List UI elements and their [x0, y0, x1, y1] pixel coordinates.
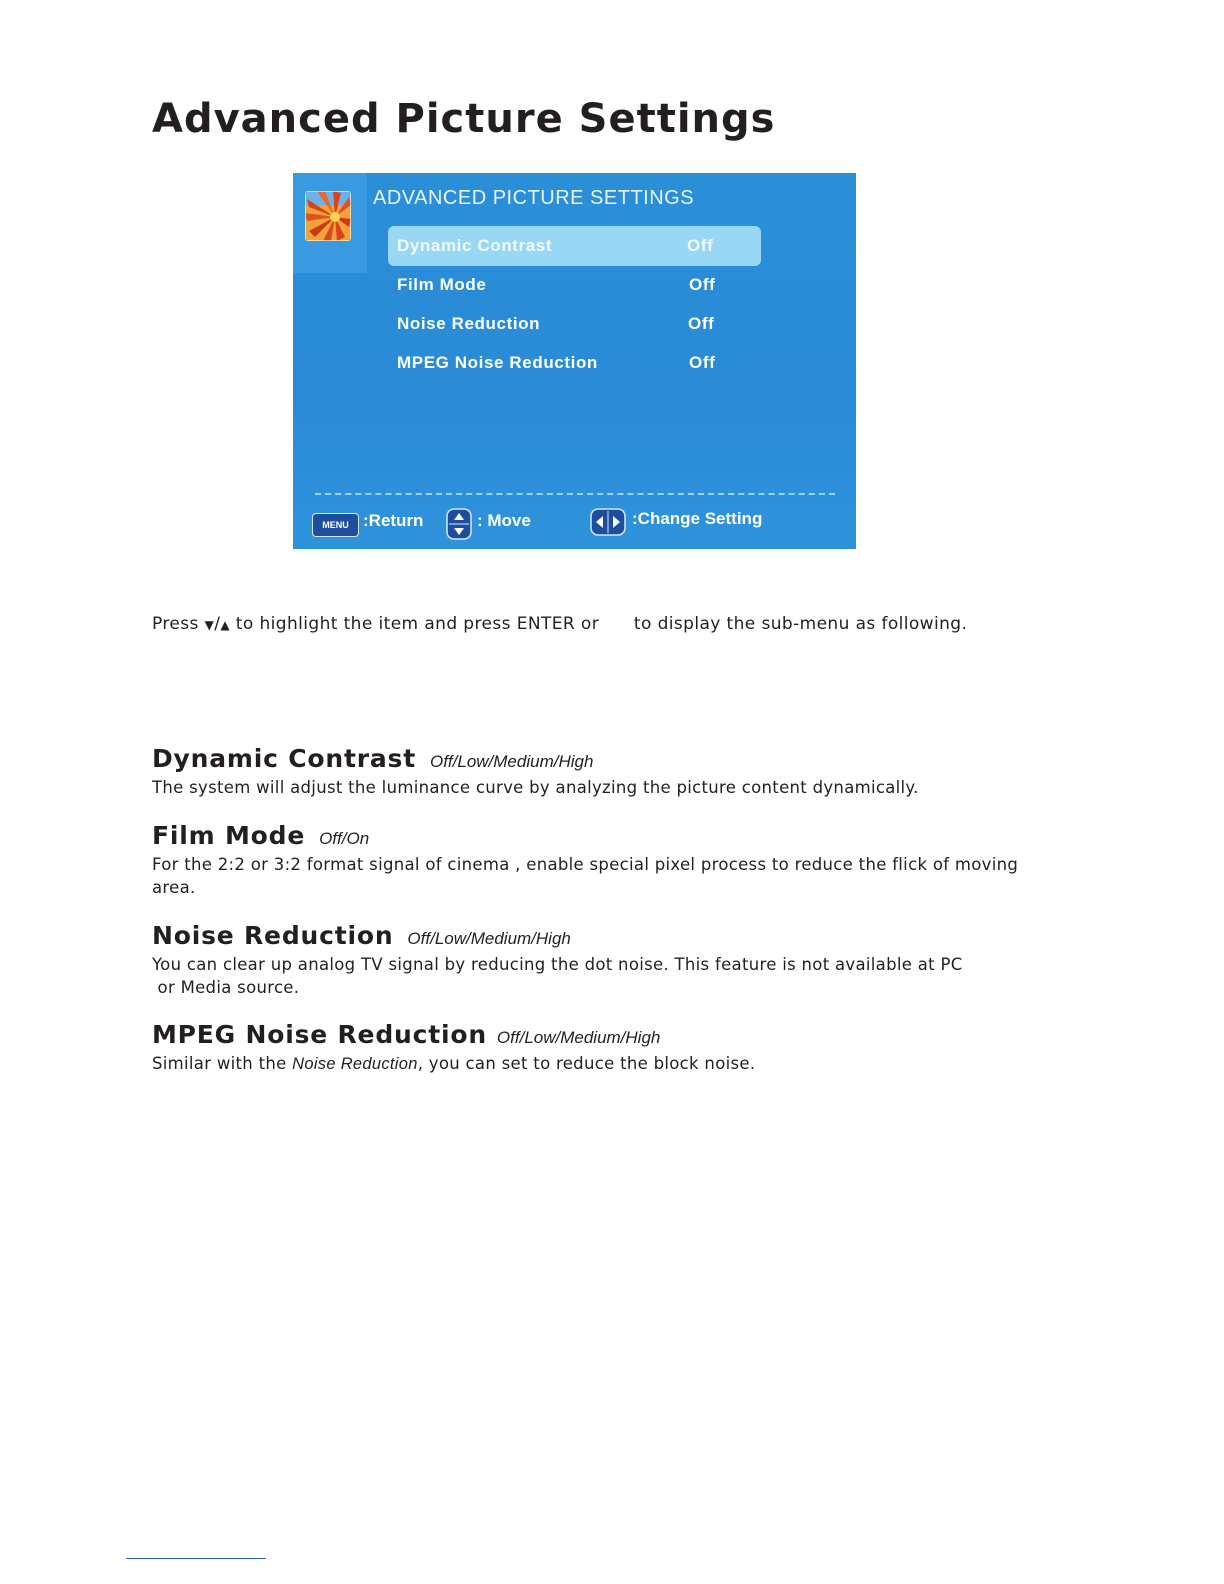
menu-key-icon: MENU — [312, 513, 359, 537]
osd-title: ADVANCED PICTURE SETTINGS — [373, 187, 695, 209]
osd-item-label: Noise Reduction — [397, 314, 541, 333]
osd-item-value: Off — [687, 236, 714, 255]
section-body-prefix: Similar with the — [152, 1054, 293, 1073]
section-body-italic: Noise Reduction — [292, 1055, 418, 1073]
section-body-line2: or Media source. — [152, 978, 300, 997]
instruction-slash: / — [214, 614, 221, 634]
osd-item-value: Off — [689, 275, 716, 294]
osd-item-value: Off — [688, 314, 715, 333]
section-film-mode — [152, 821, 1052, 899]
osd-item-label: MPEG Noise Reduction — [397, 353, 598, 372]
osd-item-dynamic-contrast[interactable] — [397, 236, 727, 260]
section-noise-reduction — [152, 921, 1052, 999]
left-right-arrow-icon — [590, 508, 626, 536]
osd-item-value: Off — [689, 353, 716, 372]
section-body — [152, 1052, 1052, 1076]
section-body: For the 2:2 or 3:2 format signal of cinema , enable special pixel process to reduce the flick of moving area. — [152, 855, 1019, 897]
section-options: Off/On — [319, 829, 370, 848]
osd-move-hint: : Move — [477, 511, 531, 530]
section-title: Noise Reduction — [152, 921, 394, 950]
section-body: The system will adjust the luminance curve by analyzing the picture content dynamically. — [152, 778, 919, 797]
section-options: Off/Low/Medium/High — [496, 1028, 661, 1047]
instruction-text — [152, 614, 967, 634]
section-body-suffix: , you can set to reduce the block noise. — [417, 1054, 756, 1073]
section-options: Off/Low/Medium/High — [407, 929, 571, 948]
section-dynamic-contrast — [152, 744, 1052, 799]
osd-item-mpeg-noise-reduction[interactable] — [397, 353, 727, 377]
footer-rule — [126, 1558, 266, 1559]
page-title: Advanced Picture Settings — [152, 96, 776, 142]
picture-settings-logo-icon — [305, 191, 351, 241]
osd-return-hint: :Return — [363, 511, 424, 530]
osd-item-label: Film Mode — [397, 275, 487, 294]
up-down-arrow-icon — [446, 508, 472, 540]
down-arrow-icon: ▼ — [204, 618, 215, 632]
section-title: MPEG Noise Reduction — [152, 1020, 487, 1049]
section-body — [152, 953, 1052, 999]
section-title: Dynamic Contrast — [152, 744, 416, 773]
osd-item-noise-reduction[interactable] — [397, 314, 727, 338]
section-mpeg-noise-reduction — [152, 1020, 1052, 1076]
section-title: Film Mode — [152, 821, 306, 850]
instruction-body: to highlight the item and press ENTER or to display the sub-menu as following. — [235, 614, 968, 634]
section-body-line1: You can clear up analog TV signal by reducing the dot noise. This feature is not available at PC — [152, 955, 963, 974]
osd-menu-screenshot — [293, 173, 856, 549]
osd-divider — [315, 493, 835, 495]
osd-item-label: Dynamic Contrast — [397, 236, 553, 255]
osd-item-film-mode[interactable] — [397, 275, 727, 299]
up-arrow-icon: ▲ — [220, 618, 230, 632]
instruction-press: Press — [152, 614, 199, 634]
osd-change-setting-hint: :Change Setting — [632, 509, 763, 528]
section-options: Off/Low/Medium/High — [429, 752, 594, 771]
